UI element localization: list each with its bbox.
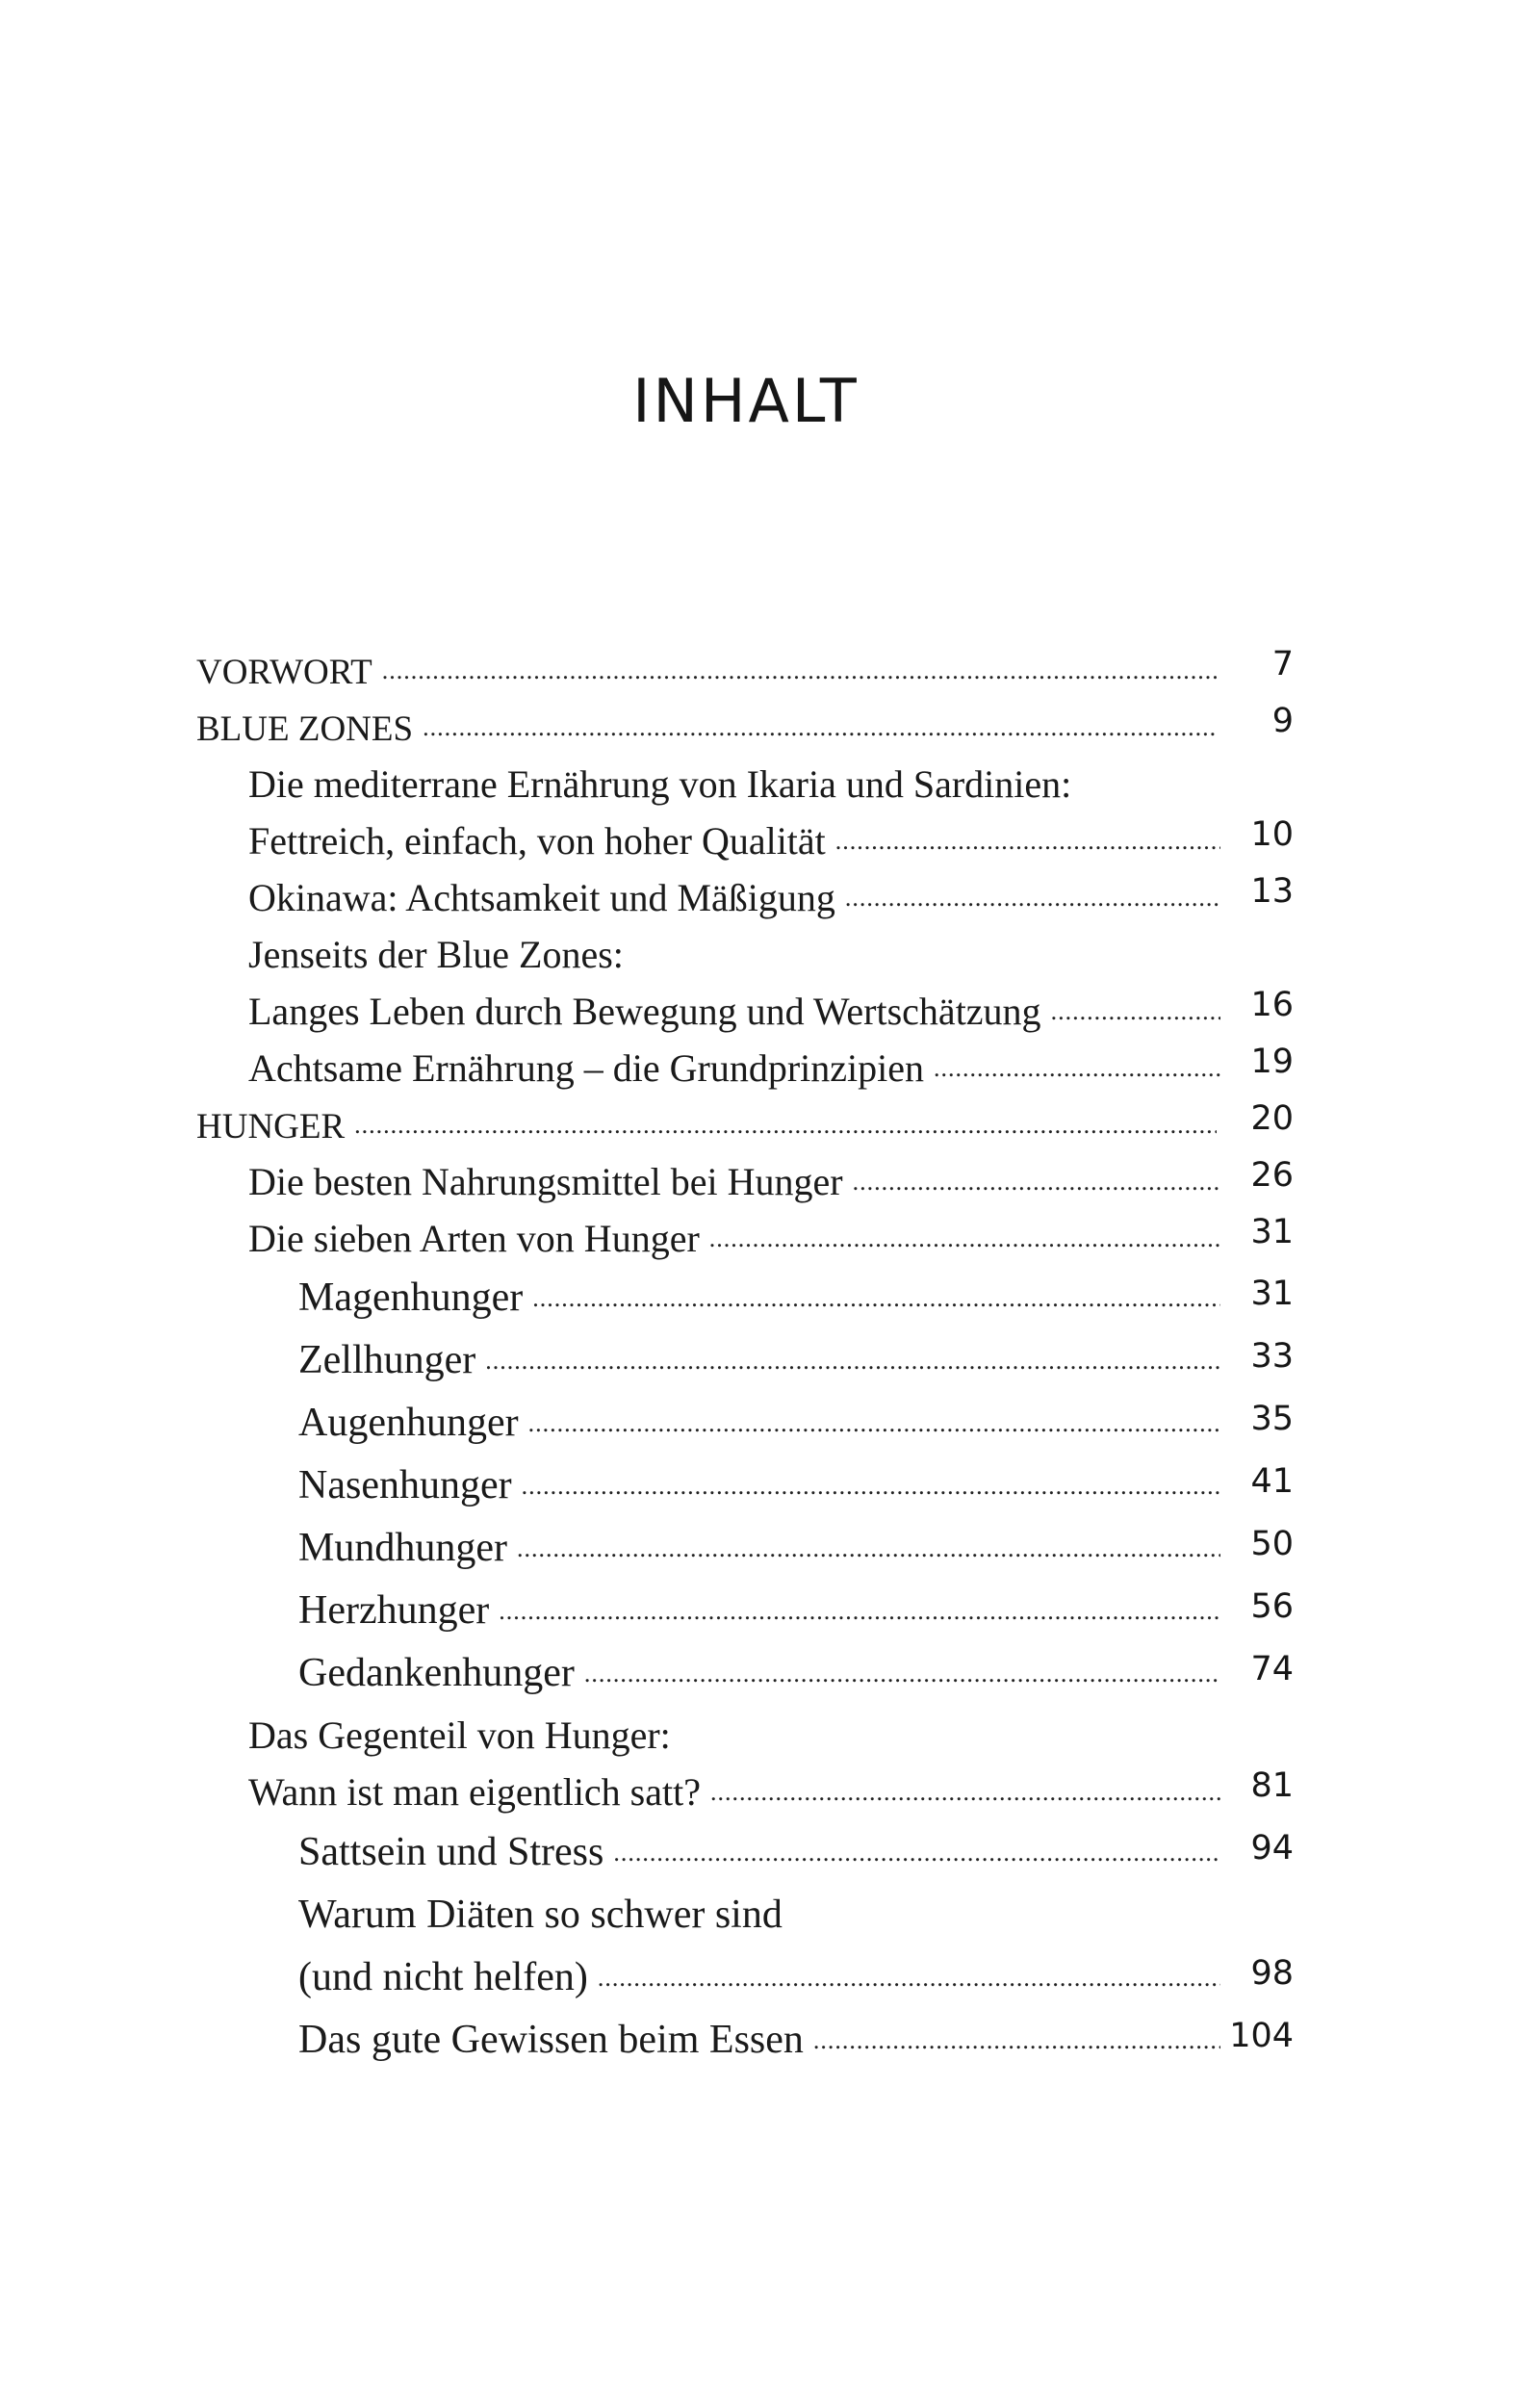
toc-entry-text: HUNGER: [196, 1106, 354, 1147]
leader-dots: [584, 1662, 1220, 1696]
toc-entry-mundhunger[interactable]: [298, 1513, 1220, 1571]
toc-entry-hunger[interactable]: [196, 1090, 1217, 1147]
toc-entry-gutes-gewissen[interactable]: [298, 2005, 1220, 2063]
toc-entry-magenhunger[interactable]: [298, 1263, 1220, 1321]
toc-entry-text: Okinawa: Achtsamkeit und Mäßigung: [248, 875, 845, 920]
leader-dots: [709, 1226, 1220, 1261]
toc-entry-gedankenhunger[interactable]: [298, 1638, 1220, 1696]
toc-page-number: 10: [1250, 815, 1294, 854]
toc-entry-vorwort[interactable]: [196, 635, 1217, 693]
toc-page-number: 41: [1250, 1462, 1294, 1501]
toc-entry-text: Gedankenhunger: [298, 1650, 584, 1696]
toc-entry-sattsein-stress[interactable]: [298, 1817, 1220, 1875]
leader-dots: [853, 1170, 1220, 1204]
toc-entry-zellhunger[interactable]: [298, 1326, 1220, 1383]
toc-entry-mediterrane-line-2[interactable]: [248, 806, 1220, 863]
toc-entry-gegenteil-line-2[interactable]: [248, 1757, 1220, 1815]
leader-dots: [613, 1841, 1220, 1875]
toc-page-number: 74: [1250, 1650, 1294, 1688]
toc-entry-text: Herzhunger: [298, 1587, 499, 1634]
leader-dots: [835, 829, 1220, 863]
toc-entry-text: Augenhunger: [298, 1400, 528, 1446]
toc-entry-text: Die besten Nahrungsmittel bei Hunger: [248, 1159, 853, 1204]
page-title: INHALT: [632, 366, 860, 436]
toc-entry-beste-nahrungsmittel[interactable]: [248, 1146, 1220, 1204]
toc-entry-diaeten-line-2[interactable]: [298, 1943, 1220, 2000]
leader-dots: [813, 2028, 1220, 2063]
toc-page-number: 31: [1250, 1275, 1294, 1313]
toc-entry-diaeten-line-1[interactable]: [298, 1880, 1220, 1938]
leader-dots: [598, 1966, 1220, 2000]
toc-entry-text: Jenseits der Blue Zones:: [248, 932, 633, 977]
toc-entry-text: Mundhunger: [298, 1525, 517, 1571]
toc-page-number: 35: [1250, 1400, 1294, 1438]
toc-page-number: 81: [1250, 1766, 1294, 1805]
toc-entry-jenseits-line-2[interactable]: [248, 976, 1220, 1034]
leader-dots: [532, 1286, 1220, 1321]
toc-page-number: 104: [1229, 2017, 1294, 2055]
toc-page-number: 94: [1250, 1829, 1294, 1868]
toc-entry-mediterrane-line-1[interactable]: [248, 749, 1220, 807]
toc-entry-sieben-arten[interactable]: [248, 1203, 1220, 1261]
toc-entry-text: Die sieben Arten von Hunger: [248, 1216, 709, 1261]
toc-entry-text: Das Gegenteil von Hunger:: [248, 1713, 680, 1758]
toc-page-number: 56: [1250, 1587, 1294, 1626]
leader-dots: [517, 1536, 1220, 1571]
leader-dots: [1051, 999, 1220, 1034]
leader-dots: [522, 1474, 1220, 1508]
toc-entry-herzhunger[interactable]: [298, 1576, 1220, 1634]
toc-page-number: 19: [1250, 1043, 1294, 1081]
toc-entry-text: Zellhunger: [298, 1337, 485, 1383]
leader-dots: [485, 1349, 1220, 1383]
leader-dots: [354, 1113, 1217, 1147]
toc-entry-text: BLUE ZONES: [196, 708, 423, 750]
toc-page-number: 9: [1271, 702, 1294, 740]
toc-entry-text: Nasenhunger: [298, 1462, 522, 1508]
toc-entry-nasenhunger[interactable]: [298, 1451, 1220, 1508]
leader-dots: [934, 1056, 1220, 1091]
toc-page-number: 13: [1250, 872, 1294, 911]
toc-entry-text: Magenhunger: [298, 1275, 532, 1321]
leader-dots: [382, 658, 1217, 693]
toc-entry-text: VORWORT: [196, 652, 382, 693]
leader-dots: [710, 1780, 1220, 1815]
toc-page-number: 7: [1271, 645, 1294, 683]
toc-entry-achtsame-ernaehrung[interactable]: [248, 1033, 1220, 1091]
leader-dots: [499, 1599, 1220, 1634]
leader-dots: [528, 1411, 1220, 1446]
toc-entry-text: Warum Diäten so schwer sind: [298, 1892, 792, 1938]
leader-dots: [423, 715, 1217, 750]
toc-entry-text: Die mediterrane Ernährung von Ikaria und Sardinien:: [248, 761, 1081, 807]
toc-page-number: 31: [1250, 1213, 1294, 1251]
toc-page-number: 98: [1250, 1954, 1294, 1993]
toc-entry-text: Wann ist man eigentlich satt?: [248, 1769, 710, 1815]
toc-page-number: 20: [1250, 1099, 1294, 1138]
toc-page-number: 16: [1250, 986, 1294, 1024]
leader-dots: [845, 886, 1220, 920]
toc-entry-jenseits-line-1[interactable]: [248, 919, 1220, 977]
toc-entry-okinawa[interactable]: [248, 863, 1220, 920]
toc-page-number: 33: [1250, 1337, 1294, 1376]
toc-page-number: 50: [1250, 1525, 1294, 1563]
toc-entry-text: Langes Leben durch Bewegung und Wertschätzung: [248, 989, 1051, 1034]
toc-page-number: 26: [1250, 1156, 1294, 1195]
toc-entry-text: Sattsein und Stress: [298, 1829, 613, 1875]
toc-entry-augenhunger[interactable]: [298, 1388, 1220, 1446]
toc-entry-text: Achtsame Ernährung – die Grundprinzipien: [248, 1045, 934, 1091]
toc-entry-gegenteil-line-1[interactable]: [248, 1700, 1220, 1758]
toc-entry-blue-zones[interactable]: [196, 692, 1217, 750]
toc-entry-text: (und nicht helfen): [298, 1954, 598, 2000]
toc-entry-text: Fettreich, einfach, von hoher Qualität: [248, 818, 835, 863]
toc-entry-text: Das gute Gewissen beim Essen: [298, 2017, 813, 2063]
